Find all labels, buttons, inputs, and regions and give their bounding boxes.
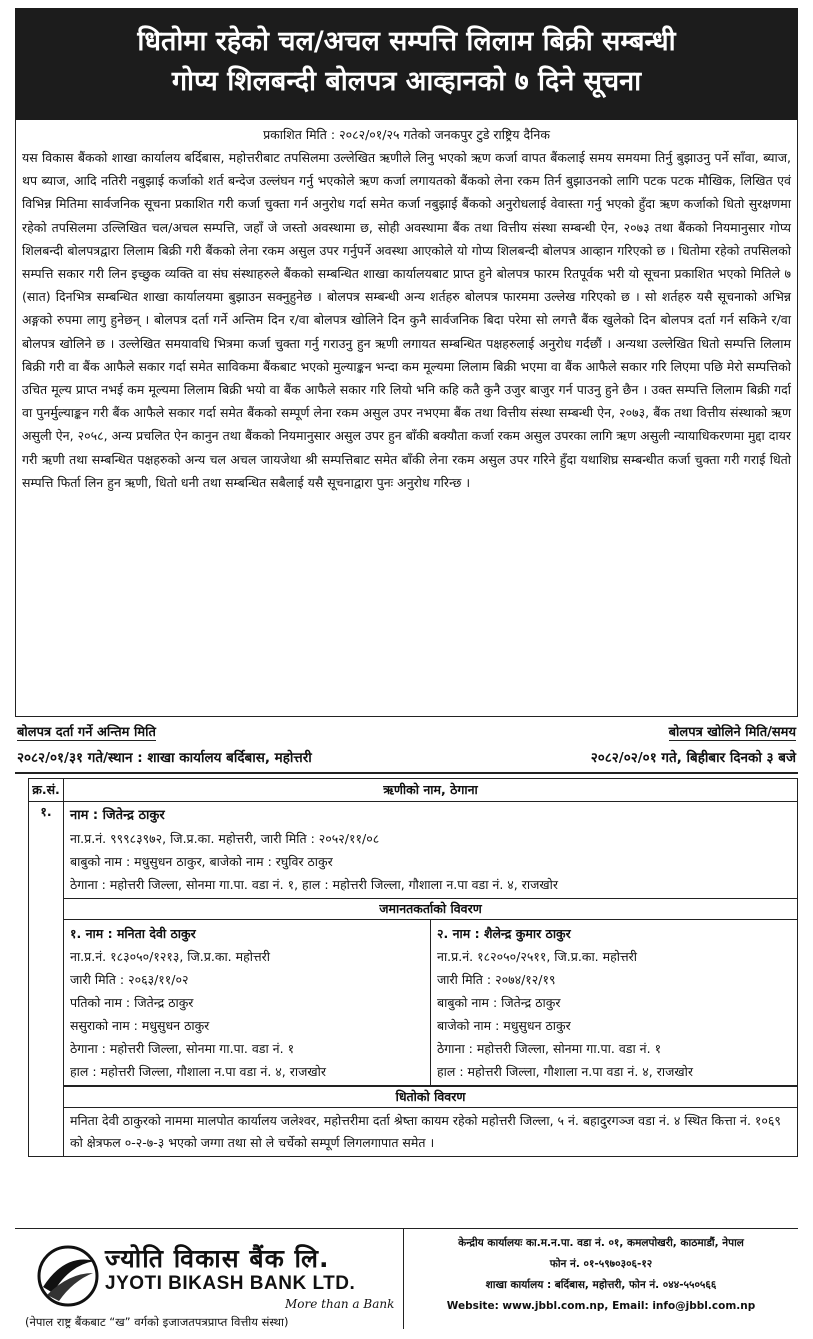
bank-name-nepali: ज्योति विकास बैंक लि. (105, 1244, 330, 1273)
guarantor-1 (64, 920, 431, 1086)
dates-values (15, 748, 798, 774)
guarantor-1-address: ठेगाना : महोत्तरी जिल्ला, सोनमा गा.पा. वडा नं. १ (70, 1041, 295, 1056)
guarantor-2-rel1: बाबुको नाम : जितेन्द्र ठाकुर (437, 995, 561, 1010)
guarantor-2 (431, 920, 798, 1086)
bank-address (407, 1233, 795, 1317)
bank-name-english: JYOTI BIKASH BANK LTD. (105, 1273, 356, 1294)
borrower-info (64, 802, 797, 898)
borrower-name: नाम : जितेन्द्र ठाकुर (70, 808, 165, 823)
opening-label: बोलपत्र खोलिने मिति/समय (669, 722, 796, 741)
deadline-label: बोलपत्र दर्ता गर्ने अन्तिम मिति (17, 722, 156, 741)
hq-phone: फोन नं. ०१-५९७०३०६-१२ (549, 1258, 653, 1270)
borrower-citizenship: ना.प्र.नं. ९९९८३९७२, जि.प्र.का. महोत्तरी, जारी मिति : २०५२/११/०८ (70, 831, 380, 846)
notice-header (15, 8, 798, 120)
opening-value: २०८२/०२/०१ गते, बिहीबार दिनको ३ बजे (590, 750, 796, 766)
guarantor-2-current: हाल : महोत्तरी जिल्ला, गौशाला न.पा वडा नं. ४, राजखोर (437, 1064, 693, 1079)
deadline-value: २०८२/०१/३१ गते/स्थान : शाखा कार्यालय बर्दिबास, महोत्तरी (17, 750, 312, 766)
borrower-table (28, 778, 798, 1157)
branch-address: शाखा कार्यालय : बर्दिबास, महोत्तरी, फोन नं. ०४४-५५०५६६ (485, 1279, 717, 1291)
borrower-parents: बाबुको नाम : मधुसुधन ठाकुर, बाजेको नाम : रघुविर ठाकुर (70, 854, 333, 869)
guarantor-1-name: १. नाम : मनिता देवी ठाकुर (70, 926, 196, 941)
bank-tagline: More than a Bank (285, 1297, 395, 1311)
header-line-2: गोप्य शिलबन्दी बोलपत्र आव्हानको ७ दिने सूचना (171, 66, 642, 97)
guarantor-1-issue: जारी मिति : २०६३/११/०२ (70, 972, 189, 987)
borrower-address: ठेगाना : महोत्तरी जिल्ला, सोनमा गा.पा. वडा नं. १, हाल : महोत्तरी जिल्ला, गौशाला न.पा वडा नं. ४, राजखोर (70, 877, 558, 892)
col-sn-header: क्र.सं. (29, 779, 64, 802)
guarantor-2-citizenship: ना.प्र.नं. १८२०५०/२५११, जि.प्र.का. महोत्तरी (437, 949, 637, 964)
guarantor-table (64, 919, 797, 1086)
guarantor-2-address: ठेगाना : महोत्तरी जिल्ला, सोनमा गा.पा. वडा नं. १ (437, 1041, 662, 1056)
guarantor-2-rel2: बाजेको नाम : मधुसुधन ठाकुर (437, 1018, 571, 1033)
guarantor-1-citizenship: ना.प्र.नं. १८३०५०/१२१३, जि.प्र.का. महोत्तरी (70, 949, 270, 964)
header-line-1: धितोमा रहेको चल/अचल सम्पत्ति लिलाम बिक्री सम्बन्धी (137, 26, 676, 57)
guarantor-1-rel1: पतिको नाम : जितेन्द्र ठाकुर (70, 995, 194, 1010)
footer-divider (403, 1229, 404, 1329)
guarantor-title: जमानतकर्ताको विवरण (64, 898, 797, 919)
hq-address: केन्द्रीय कार्यालयः का.म.न.पा. वडा नं. ०१, कमलपोखरी, काठमाडौं, नेपाल (458, 1237, 744, 1249)
web-email: Website: www.jbbl.com.np, Email: info@jbbl.com.np (446, 1300, 756, 1312)
collateral-text: मनिता देवी ठाकुरको नाममा मालपोत कार्यालय जलेश्वर, महोत्तरीमा दर्ता श्रेष्ता कायम रहेको महोत्तरी जिल्ला, ५ नं. बहादुरगञ्ज वडा नं. ४ स्थित कित्ता नं. १०६९ को क्षेत्रफल ०-२-७-३ भएको जग्गा तथा सो ले चर्चेको सम्पूर्ण लिगलगापात समेत । (64, 1107, 797, 1156)
notice-body-box (15, 120, 798, 717)
bank-logo (25, 1237, 405, 1327)
dates-labels (15, 722, 798, 744)
bank-license: (नेपाल राष्ट्र बैंकबाट “ख” वर्गको इजाजतपत्रप्राप्त वित्तीय संस्था) (25, 1315, 289, 1329)
row-sn: १. (29, 802, 64, 1157)
guarantor-2-issue: जारी मिति : २०७४/१२/१९ (437, 972, 556, 987)
guarantor-1-rel2: ससुराको नाम : मधुसुधन ठाकुर (70, 1018, 210, 1033)
publication-line: प्रकाशित मिति : २०८२/०१/२५ गतेको जनकपुर टुडे राष्ट्रिय दैनिक (263, 127, 550, 142)
guarantor-2-name: २. नाम : शैलेन्द्र कुमार ठाकुर (437, 926, 571, 941)
collateral-title: धितोको विवरण (64, 1086, 797, 1107)
guarantor-1-current: हाल : महोत्तरी जिल्ला, गौशाला न.पा वडा नं. ४, राजखोर (70, 1064, 326, 1079)
col-name-header: ऋणीको नाम, ठेगाना (64, 779, 798, 802)
jyoti-swoosh-icon (35, 1243, 101, 1309)
notice-body-text: यस विकास बैंकको शाखा कार्यालय बर्दिबास, महोत्तरीबाट तपसिलमा उल्लेखित ऋणीले लिनु भएको ऋण कर्जा वापत बैंकलाई समय समयमा तिर्नु बुझाउनु पर्ने साँवा, ब्याज, थप ब्याज, आदि नतिरी नबुझाई कर्जाको शर्त बन्देज उल्लंघन गर्नु भएकोले ऋण कर्जा लगायतको बैंकको लेना रकम तिर्न बुझाउनको लागि पटक पटक मौखिक, लिखित एवं विभिन्न मितिमा सार्वजनिक सूचना प्रकाशित गरी कर्जा चुक्ता गर्न अनुरोध गर्दा समेत कर्जा नबुझाई बैंकको अनुरोधलाई वेवास्ता गर्नु भएको हुँदा ऋण कर्जाको धितो सुरक्षणमा रहेको तपसिलमा उल्लिखित चल/अचल सम्पत्ति, जहाँ जे जस्तो अवस्थामा छ, सोही अवस्थामा बैंक तथा वित्तीय संस्था सम्बन्धी ऐन, २०७३ तथा बैंकको नियमानुसार गोप्य शिलबन्दी बोलपत्रद्वारा लिलाम बिक्री गरी बैंकको लेना रकम असुल उपर गर्नुपर्ने अवस्था आएकोले यो गोप्य शिलबन्दी बोलपत्र आव्हान गरिएको छ । धितोमा रहेको तपसिलको सम्पत्ति सकार गरी लिन इच्छुक व्यक्ति वा संघ संस्थाहरुले बैंकको सम्बन्धित शाखा कार्यालयबाट प्राप्त हुने बोलपत्र फारम रितपूर्वक भरी यो सूचना प्रकाशित भएको मितिले ७ (सात) दिनभित्र सम्बन्धित शाखा कार्यालयमा बुझाउन सक्नुहुनेछ । बोलपत्र सम्बन्धी अन्य शर्तहरु बोलपत्र फारममा उल्लेख गरिएको छ । सो शर्तहरु यसै सूचनाको अभिन्न अङ्गको रुपमा लागु हुनेछन् । बोलपत्र दर्ता गर्ने अन्तिम दिन र/वा बोलपत्र खोलिने दिन कुनै सार्वजनिक बिदा परेमा सो लगत्तै बैंक खुलेको दिन बोलपत्र दर्ता गर्न सकिने र/वा बोलपत्र खोलिने छ । उल्लेखित समयावधि भित्रमा कर्जा चुक्ता गर्नु गराउनु हुन ऋणी लगायत सम्बन्धित पक्षहरुलाई अनुरोध गर्दछौं । अन्यथा उल्लेखित धितो सम्पत्ति लिलाम बिक्री गरी वा बैंक आफैले सकार गर्दा समेत साविकमा बैंकबाट भएको मुल्याङ्कन भन्दा कम मूल्यमा लिलाम बिक्री भएमा वा बैंक आफैले सकार गरि लिएमा पछि मेरो सम्पत्तिको उचित मूल्य प्राप्त नभई कम मूल्यमा लिलाम बिक्री भयो वा बैंक आफैले सकार गरि लियो भनि कहि कतै कुनै उजुर बाजुर गर्न पाउनु हुने छैन । उक्त सम्पत्ति लिलाम बिक्री गर्दा वा पुनर्मुल्याङ्कन गरी बैंक आफैले सकार गर्दा समेत बैंकको सम्पूर्ण लेना रकम असुल उपर नभएमा बैंक तथा वित्तीय संस्था सम्बन्धी ऐन, २०७३, बैंक तथा वित्तीय संस्थाको ऋण असुली ऐन, २०५८, अन्य प्रचलित ऐन कानुन तथा बैंकको नियमानुसार असुल उपर हुन बाँकी बक्यौता कर्जा रकम असुल उपरका लागि ऋण असुली न्यायाधिकरणमा मुद्दा दायर गरी ऋणी तथा सम्बन्धित पक्षहरुको अन्य चल अचल जायजेथा श्री सम्पत्तिबाट समेत बाँकी लेना रकम असुल उपर गरिने हुँदा यथाशिघ्र सम्बन्धीत कर्जा चुक्ता गरी गराई धितो सम्पत्ति फिर्ता लिन हुन ऋणी, धितो धनी तथा सम्बन्धित सबैलाई यसै सूचनाद्वारा पुनः अनुरोध गरिन्छ । (22, 150, 791, 490)
notice-footer (15, 1228, 798, 1329)
